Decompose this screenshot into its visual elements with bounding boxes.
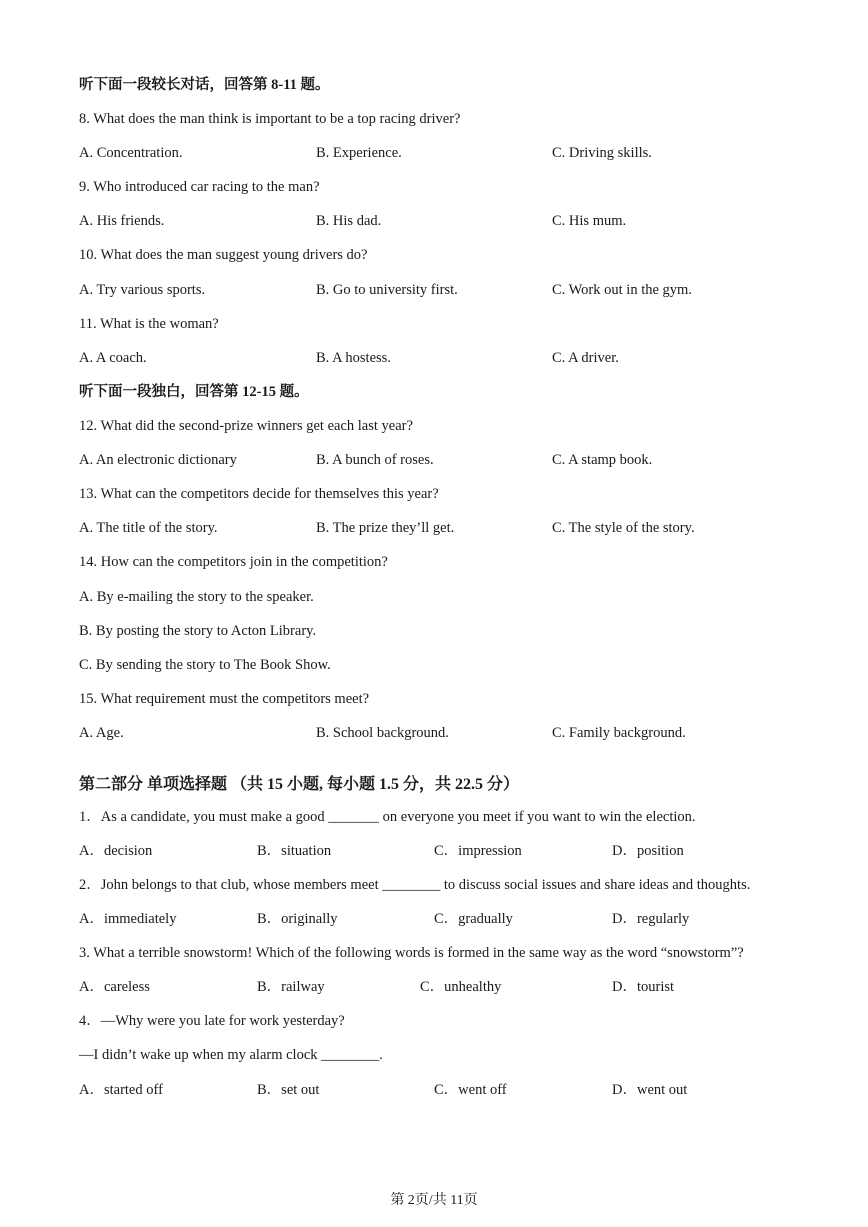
question-10-stem: 10. What does the man suggest young drivers do? [79, 247, 368, 263]
part2-question-4-option-d: D．went out [612, 1082, 688, 1098]
part2-question-3-stem: 3. What a terrible snowstorm! Which of the following words is formed in the same way as the word “snowstorm”? [79, 945, 744, 961]
question-11-option-c: C. A driver. [552, 350, 619, 366]
question-12-option-a: A. An electronic dictionary [79, 452, 237, 468]
part2-question-2-option-a: A．immediately [79, 911, 177, 927]
part2-question-4-stem-line2: —I didn’t wake up when my alarm clock ________. [79, 1047, 383, 1063]
part2-question-2-stem: 2．John belongs to that club, whose members meet ________ to discuss social issues and share ideas and thoughts. [79, 877, 751, 893]
question-10-option-b: B. Go to university first. [316, 282, 458, 298]
question-15-option-c: C. Family background. [552, 725, 686, 741]
question-11-option-a: A. A coach. [79, 350, 147, 366]
part2-question-2-option-b: B．originally [257, 911, 338, 927]
question-13-option-a: A. The title of the story. [79, 520, 218, 536]
part2-question-1-option-b: B．situation [257, 843, 332, 859]
question-15-option-a: A. Age. [79, 725, 124, 741]
question-12-option-c: C. A stamp book. [552, 452, 653, 468]
part2-question-1-option-c: C．impression [434, 843, 522, 859]
question-13-option-c: C. The style of the story. [552, 520, 695, 536]
part2-question-4-option-c: C．went off [434, 1082, 507, 1098]
question-9-option-a: A. His friends. [79, 213, 165, 229]
part2-question-4-stem-line1: 4．—Why were you late for work yesterday? [79, 1013, 345, 1029]
question-9-option-b: B. His dad. [316, 213, 382, 229]
part2-question-3-option-b: B．railway [257, 979, 325, 995]
part2-question-3-option-c: C．unhealthy [420, 979, 502, 995]
question-14-option-c: C. By sending the story to The Book Show. [79, 657, 331, 673]
question-13-stem: 13. What can the competitors decide for themselves this year? [79, 486, 439, 502]
question-8-stem: 8. What does the man think is important to be a top racing driver? [79, 111, 461, 127]
section-header-8-11: 听下面一段较长对话，回答第 8-11 题。 [79, 77, 330, 93]
page-footer: 第 2页/共 11页 [390, 1193, 478, 1208]
question-8-option-c: C. Driving skills. [552, 145, 652, 161]
question-15-option-b: B. School background. [316, 725, 449, 741]
part2-question-3-option-a: A．careless [79, 979, 150, 995]
part2-question-4-option-a: A．started off [79, 1082, 163, 1098]
part2-question-1-option-a: A．decision [79, 843, 153, 859]
question-14-stem: 14. How can the competitors join in the competition? [79, 554, 388, 570]
question-8-option-a: A. Concentration. [79, 145, 183, 161]
part2-question-1-stem: 1．As a candidate, you must make a good _______ on everyone you meet if you want to win the election. [79, 809, 696, 825]
question-12-stem: 12. What did the second-prize winners get each last year? [79, 418, 413, 434]
part-2-header: 第二部分 单项选择题 （共 15 小题, 每小题 1.5 分，共 22.5 分） [79, 776, 520, 793]
question-14-option-a: A. By e-mailing the story to the speaker. [79, 589, 314, 605]
section-header-12-15: 听下面一段独白，回答第 12-15 题。 [79, 384, 309, 400]
question-11-stem: 11. What is the woman? [79, 316, 219, 332]
part2-question-3-option-d: D．tourist [612, 979, 675, 995]
question-12-option-b: B. A bunch of roses. [316, 452, 434, 468]
part2-question-2-option-d: D．regularly [612, 911, 690, 927]
question-8-option-b: B. Experience. [316, 145, 402, 161]
question-9-stem: 9. Who introduced car racing to the man? [79, 179, 320, 195]
question-11-option-b: B. A hostess. [316, 350, 391, 366]
question-15-stem: 15. What requirement must the competitors meet? [79, 691, 370, 707]
question-10-option-c: C. Work out in the gym. [552, 282, 692, 298]
part2-question-2-option-c: C．gradually [434, 911, 513, 927]
part2-question-4-option-b: B．set out [257, 1082, 320, 1098]
question-13-option-b: B. The prize they’ll get. [316, 520, 455, 536]
question-10-option-a: A. Try various sports. [79, 282, 206, 298]
question-9-option-c: C. His mum. [552, 213, 627, 229]
question-14-option-b: B. By posting the story to Acton Library. [79, 623, 317, 639]
part2-question-1-option-d: D．position [612, 843, 684, 859]
